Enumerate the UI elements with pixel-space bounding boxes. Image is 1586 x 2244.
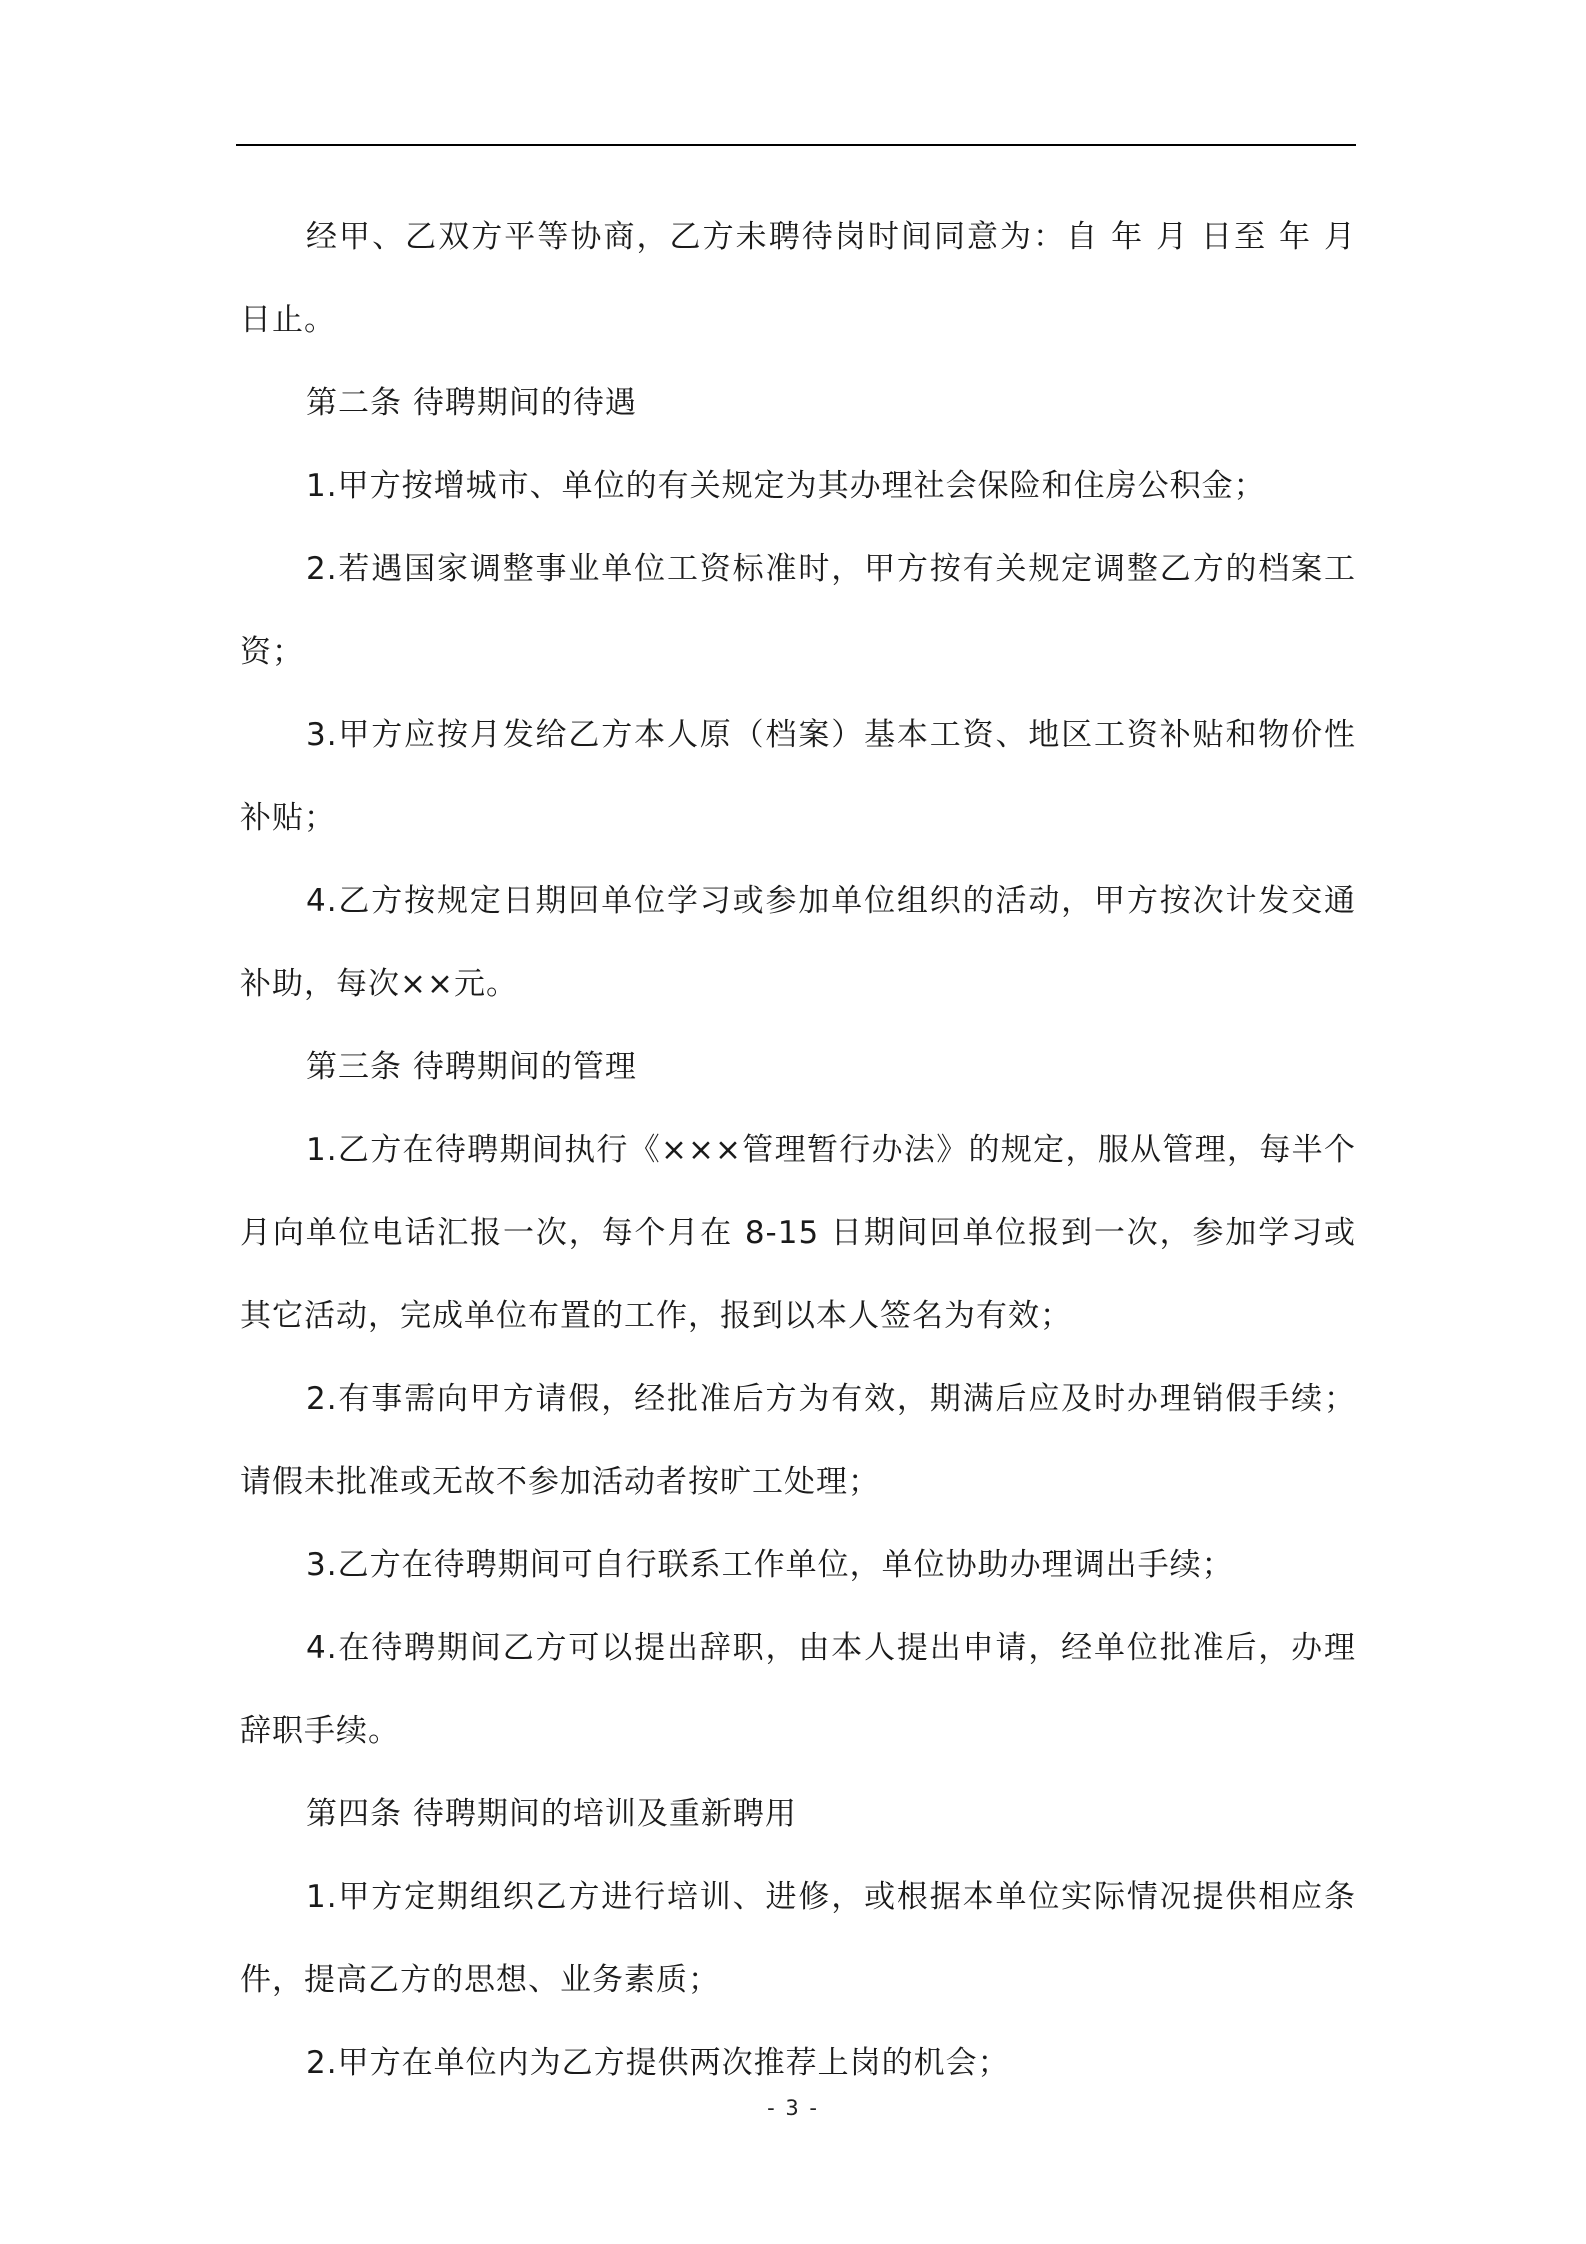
article-2-heading: 第二条 待聘期间的待遇	[306, 385, 637, 421]
article-3-item-1: 1.乙方在待聘期间执行《×××管理暂行办法》的规定，服从管理，每半个月向单位电话汇报一次，每个月在 8-15 日期间回单位报到一次，参加学习或其它活动，完成单位布置的工作，报到以本人签名为有效；	[240, 1132, 1356, 1334]
article-4-item-2: 2.甲方在单位内为乙方提供两次推荐上岗的机会；	[306, 2045, 1010, 2081]
article-4-heading: 第四条 待聘期间的培训及重新聘用	[306, 1796, 797, 1832]
header-rule	[236, 144, 1356, 146]
article-3-item-2: 2.有事需向甲方请假，经批准后方为有效，期满后应及时办理销假手续；请假未批准或无故不参加活动者按旷工处理；	[240, 1381, 1356, 1500]
article-4-item-1: 1.甲方定期组织乙方进行培训、进修，或根据本单位实际情况提供相应条件，提高乙方的思想、业务素质；	[240, 1879, 1356, 1998]
article-2-item-2: 2.若遇国家调整事业单位工资标准时，甲方按有关规定调整乙方的档案工资；	[240, 551, 1356, 670]
page-number: - 3 -	[767, 2096, 819, 2120]
paragraph-agreement-period: 经甲、乙双方平等协商，乙方未聘待岗时间同意为：自 年 月 日至 年 月 日止。	[240, 219, 1356, 338]
article-3-item-3: 3.乙方在待聘期间可自行联系工作单位，单位协助办理调出手续；	[306, 1547, 1234, 1583]
document-body	[240, 196, 1356, 2105]
article-2-item-1: 1.甲方按增城市、单位的有关规定为其办理社会保险和住房公积金；	[306, 468, 1266, 504]
article-2-item-3: 3.甲方应按月发给乙方本人原（档案）基本工资、地区工资补贴和物价性补贴；	[240, 717, 1356, 836]
article-2-item-4: 4.乙方按规定日期回单位学习或参加单位组织的活动，甲方按次计发交通补助，每次××元。	[240, 883, 1356, 1002]
article-3-heading: 第三条 待聘期间的管理	[306, 1049, 637, 1085]
article-3-item-4: 4.在待聘期间乙方可以提出辞职，由本人提出申请，经单位批准后，办理辞职手续。	[240, 1630, 1356, 1749]
